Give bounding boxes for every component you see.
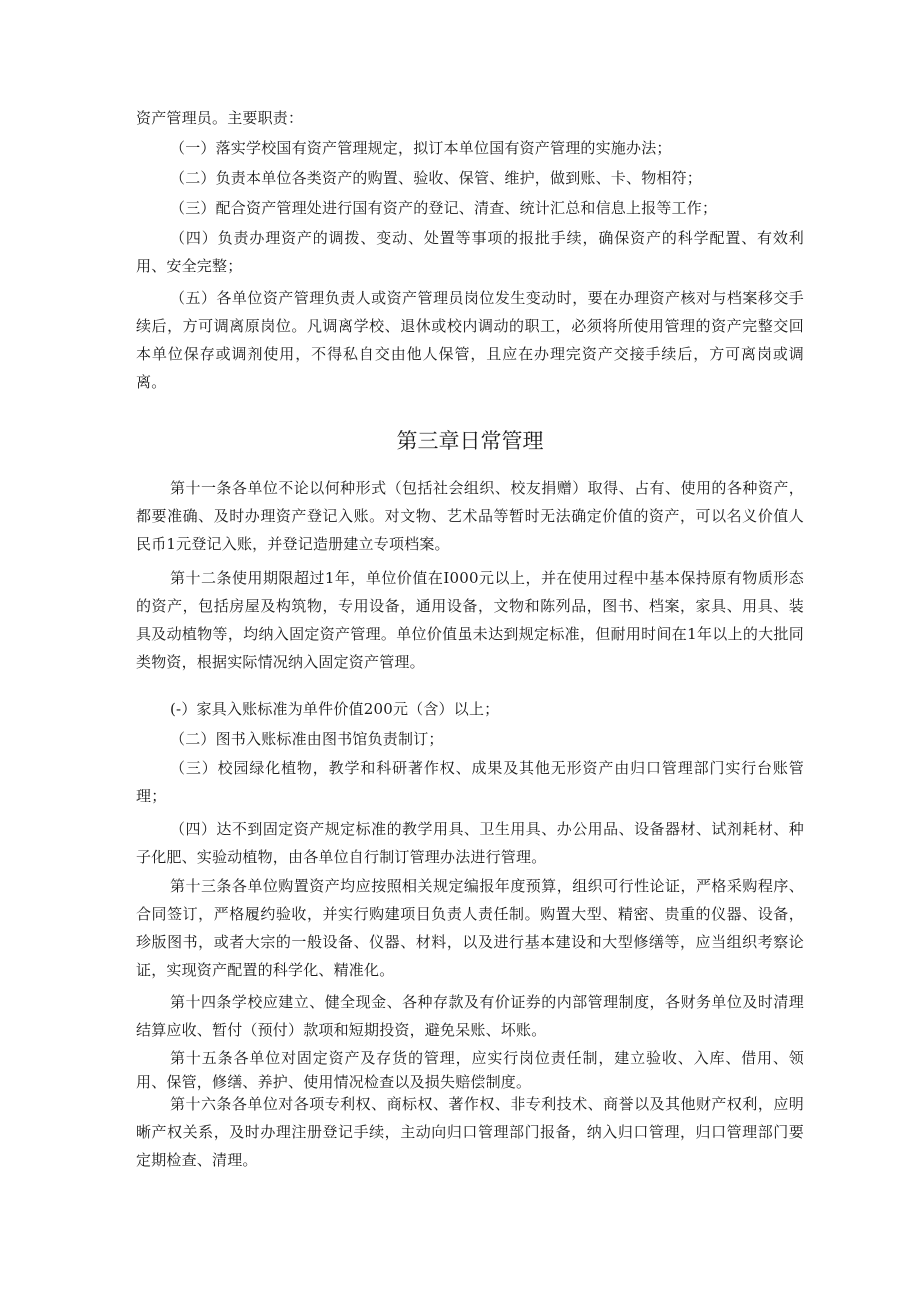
article-11: 第十一条各单位不论以何种形式（包括社会组织、校友捐赠）取得、占有、使用的各种资产，都要准确、及时办理资产登记入账。对文物、艺术品等暂时无法确定价值的资产，可以名义价值人民币1元登记入账，并登记造册建立专项档案。 <box>136 479 804 553</box>
article-12-item-3: （三）校园绿化植物，教学和科研著作权、成果及其他无形资产由归口管理部门实行台账管理； <box>136 759 804 805</box>
article-12-item-2: （二）图书入账标准由图书馆负责制订； <box>170 730 444 748</box>
article-15: 第十五条各单位对固定资产及存货的管理，应实行岗位责任制，建立验收、入库、借用、领用、保管，修缮、养护、使用情况检查以及损失赔偿制度。 <box>136 1049 804 1091</box>
article-13: 第十三条各单位购置资产均应按照相关规定编报年度预算，组织可行性论证，严格采购程序、合同签订，严格履约验收，并实行购建项目负责人责任制。购置大型、精密、贵重的仪器、设备，珍版图书，或者大宗的一般设备、仪器、材料，以及进行基本建设和大型修缮等，应当组织考察论证，实现资产配置的科学化、精准化。 <box>136 877 804 979</box>
duty-item-5: （五）各单位资产管理负责人或资产管理员岗位发生变动时，要在办理资产核对与档案移交手续后，方可调离原岗位。凡调离学校、退休或校内调动的职工，必须将所使用管理的资产完整交回本单位保存或调剂使用，不得私自交由他人保管，且应在办理完资产交接手续后，方可离岗或调离。 <box>136 289 804 391</box>
article-12-item-1: (-）家具入账标准为单件价值200元（含）以上； <box>170 700 500 718</box>
duty-item-2: （二）负责本单位各类资产的购置、验收、保管、维护，做到账、卡、物相符； <box>170 169 703 187</box>
duty-item-1: （一）落实学校国有资产管理规定，拟订本单位国有资产管理的实施办法； <box>170 139 672 157</box>
duty-item-4: （四）负责办理资产的调拨、变动、处置等事项的报批手续，确保资产的科学配置、有效利用、安全完整； <box>136 229 804 275</box>
article-12: 第十二条使用期限超过1年，单位价值在I000元以上，并在使用过程中基本保持原有物质形态的资产，包括房屋及构筑物，专用设备，通用设备，文物和陈列品，图书、档案，家具、用具、装具及动植物等，均纳入固定资产管理。单位价值虽未达到规定标准，但耐用时间在1年以上的大批同类物资，根据实际情况纳入固定资产管理。 <box>136 569 804 671</box>
article-12-item-4: （四）达不到固定资产规定标准的教学用具、卫生用具、办公用品、设备器材、试剂耗材、种子化肥、实验动植物，由各单位自行制订管理办法进行管理。 <box>136 820 804 866</box>
chapter-title: 第三章日常管理 <box>396 429 544 453</box>
duty-item-3: （三）配合资产管理处进行国有资产的登记、清查、统计汇总和信息上报等工作； <box>170 199 718 217</box>
article-14: 第十四条学校应建立、健全现金、各种存款及有价证券的内部管理制度，各财务单位及时清理结算应收、暂付（预付）款项和短期投资，避免呆账、坏账。 <box>136 993 804 1039</box>
duties-intro: 资产管理员。主要职责： <box>136 109 304 127</box>
article-16: 第十六条各单位对各项专利权、商标权、著作权、非专利技术、商誉以及其他财产权利，应明晰产权关系，及时办理注册登记手续，主动向归口管理部门报备，纳入归口管理，归口管理部门要定期检查、清理。 <box>136 1095 804 1169</box>
